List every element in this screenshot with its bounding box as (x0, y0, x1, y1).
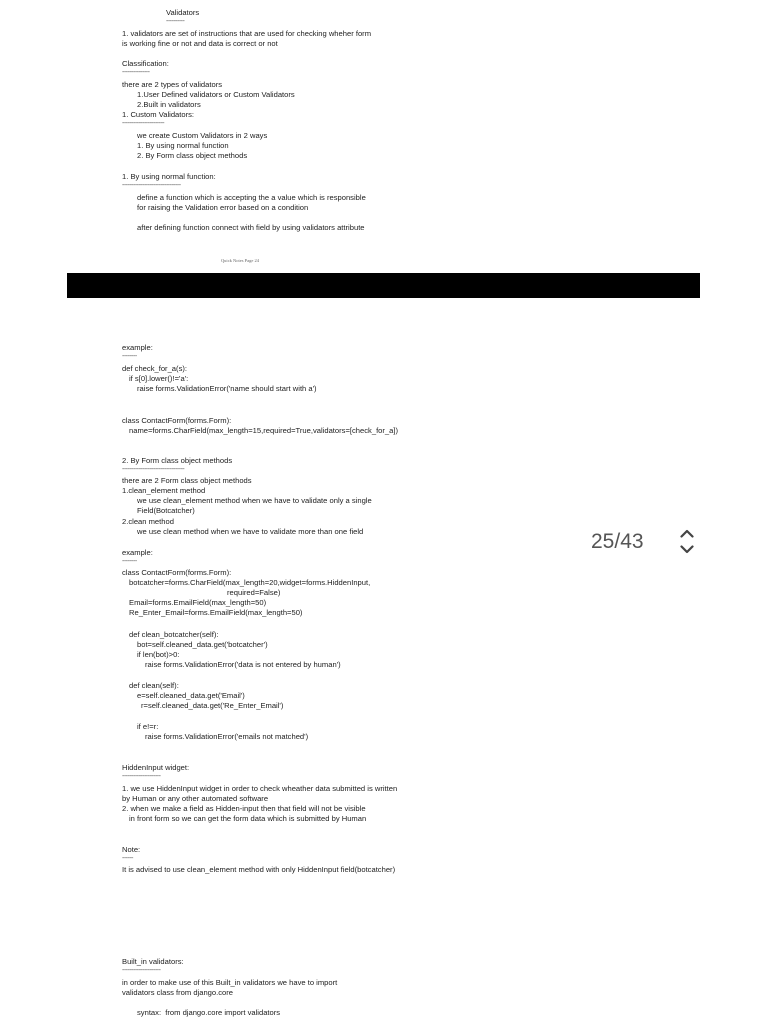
text-line: we use clean_element method when we have to validate only a single (137, 496, 372, 505)
text-line: there are 2 types of validators (122, 80, 223, 89)
text-line: we create Custom Validators in 2 ways (137, 131, 268, 140)
heading: 1. Custom Validators: (122, 110, 195, 119)
page-footer: Quick Notes Page 24 (220, 258, 260, 263)
heading: Classification: (122, 59, 169, 68)
underline: -------- (122, 558, 137, 565)
previous-page-button[interactable] (678, 526, 696, 540)
heading: Note: (122, 845, 141, 854)
page-counter: 25/43 (591, 530, 644, 553)
next-page-button[interactable] (678, 542, 696, 556)
text-line: in front form so we can get the form data which is submitted by Human (129, 814, 367, 823)
underline: --------------------- (122, 967, 161, 974)
code-line: raise forms.ValidationError('data is not entered by human') (145, 660, 341, 669)
text-line: 1. validators are set of instructions that are used for checking wheher form (122, 29, 372, 38)
underline: -------- (122, 353, 137, 360)
text-line: by Human or any other automated software (122, 794, 269, 803)
text-line: 1. we use HiddenInput widget in order to check wheather data submitted is written (122, 784, 398, 793)
heading: example: (122, 343, 153, 352)
code-line: bot=self.cleaned_data.get('botcatcher') (137, 640, 268, 649)
code-line: if s[0].lower()!='a': (129, 374, 189, 383)
underline: ---------- (166, 18, 185, 25)
text-line: there are 2 Form class object methods (122, 476, 252, 485)
page-separator (67, 273, 700, 298)
text-line: 1.User Defined validators or Custom Validators (137, 90, 295, 99)
underline: --------------------- (122, 773, 161, 780)
text-line: validators class from django.core (122, 988, 234, 997)
code-line: if len(bot)>0: (137, 650, 180, 659)
code-line: required=False) (227, 588, 281, 597)
text-line: 2.clean method (122, 517, 174, 526)
text-line: 2.Built in validators (137, 100, 201, 109)
code-line: def clean(self): (129, 681, 179, 690)
chevron-up-icon (680, 529, 694, 538)
text-line: 2. By Form class object methods (137, 151, 248, 160)
text-line: 1.clean_element method (122, 486, 206, 495)
underline: ----------------------- (122, 120, 165, 127)
code-line: def clean_botcatcher(self): (129, 630, 219, 639)
text-line: Field(Botcatcher) (137, 506, 195, 515)
text-line: in order to make use of this Built_in validators we have to import (122, 978, 338, 987)
code-line: r=self.cleaned_data.get('Re_Enter_Email') (141, 701, 284, 710)
heading: 1. By using normal function: (122, 172, 216, 181)
underline: ------ (122, 855, 133, 862)
text-line: for raising the Validation error based on a condition (137, 203, 309, 212)
underline: -------------------------------- (122, 182, 181, 189)
text-line: 2. when we make a field as Hidden-input then that field will not be visible (122, 804, 366, 813)
text-line: syntax: from django.core import validators (137, 1008, 281, 1017)
chevron-down-icon (680, 545, 694, 554)
underline: ---------------------------------- (122, 466, 185, 473)
code-line: raise forms.ValidationError('name should start with a') (137, 384, 317, 393)
code-line: def check_for_a(s): (122, 364, 187, 373)
code-line: class ContactForm(forms.Form): (122, 416, 232, 425)
heading: Validators (166, 8, 200, 17)
code-line: botcatcher=forms.CharField(max_length=20,widget=forms.HiddenInput, (129, 578, 371, 587)
text-line: define a function which is accepting the a value which is responsible (137, 193, 366, 202)
underline: --------------- (122, 69, 150, 76)
text-line: after defining function connect with field by using validators attribute (137, 223, 365, 232)
heading: Built_in validators: (122, 957, 184, 966)
code-line: class ContactForm(forms.Form): (122, 568, 232, 577)
text-line: is working fine or not and data is correct or not (122, 39, 278, 48)
text-line: we use clean method when we have to validate more than one field (137, 527, 364, 536)
heading: HiddenInput widget: (122, 763, 190, 772)
code-line: e=self.cleaned_data.get('Email') (137, 691, 245, 700)
code-line: name=forms.CharField(max_length=15,required=True,validators=[check_for_a]) (129, 426, 399, 435)
text-line: 1. By using normal function (137, 141, 229, 150)
code-line: if e!=r: (137, 722, 159, 731)
text-line: It is advised to use clean_element method with only HiddenInput field(botcatcher) (122, 865, 396, 874)
code-line: raise forms.ValidationError('emails not matched') (145, 732, 309, 741)
code-line: Email=forms.EmailField(max_length=50) (129, 598, 267, 607)
heading: example: (122, 548, 153, 557)
heading: 2. By Form class object methods (122, 456, 233, 465)
code-line: Re_Enter_Email=forms.EmailField(max_length=50) (129, 608, 303, 617)
